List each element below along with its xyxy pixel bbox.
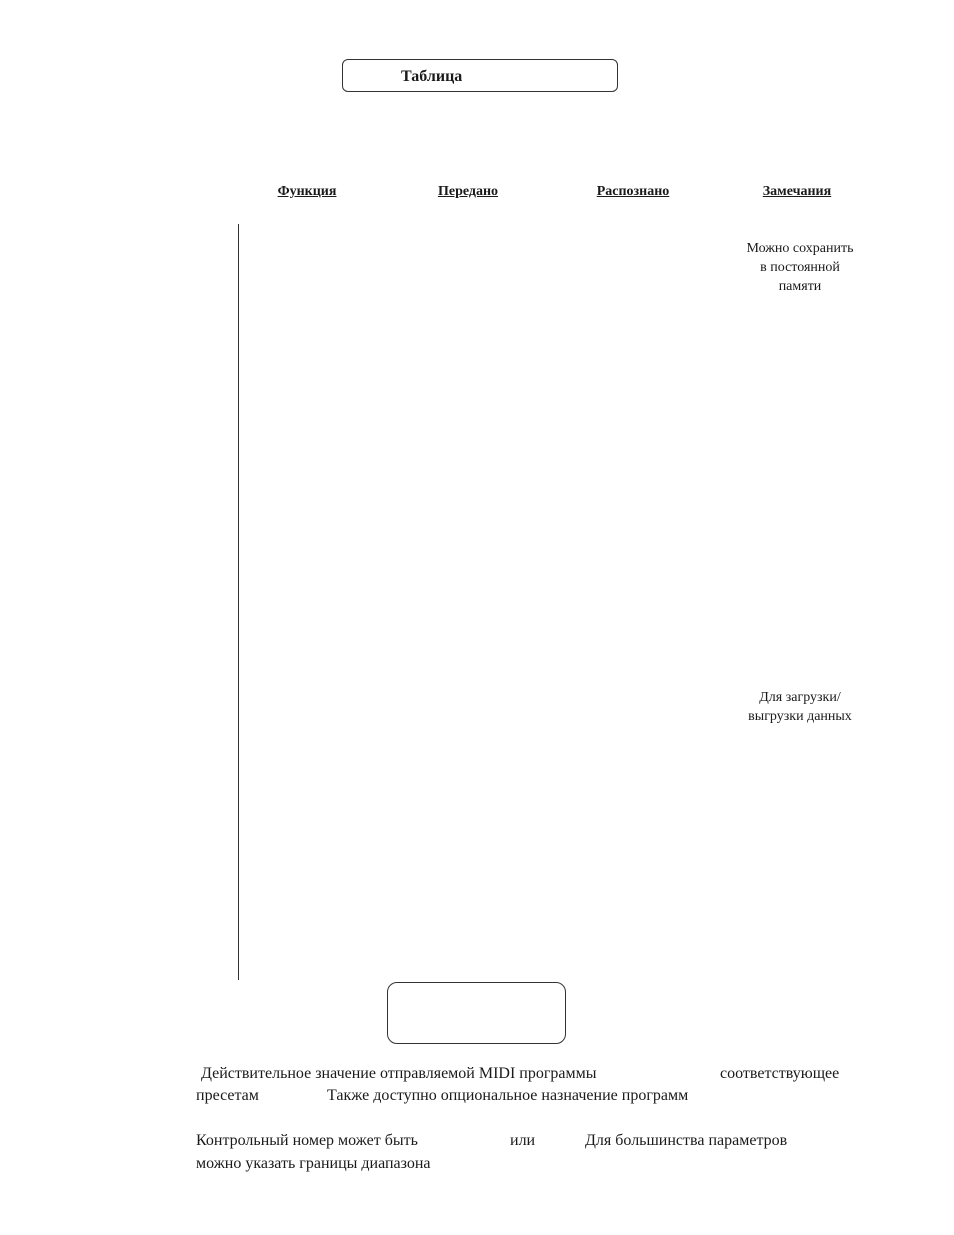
column-header-function: Функция [277, 184, 337, 199]
note1-text-4: Также доступно опциональное назначение программ [327, 1087, 689, 1104]
column-header-remarks: Замечания [762, 184, 832, 199]
note2-text-2: или [510, 1132, 536, 1149]
remark-memory-line: памяти [778, 279, 822, 294]
remark-data-transfer-line: выгрузки данных [748, 709, 852, 724]
remark-memory [728, 239, 872, 296]
remark-data-transfer [728, 688, 872, 726]
table-left-border [238, 224, 239, 980]
table-title-box [342, 59, 618, 92]
remark-memory-line: Можно сохранить [746, 241, 854, 256]
note2-text-3: Для большинства параметров [585, 1132, 788, 1149]
table-title: Таблица [401, 68, 463, 85]
note2-text-1: Контрольный номер может быть [196, 1132, 418, 1149]
bottom-frame [387, 982, 566, 1044]
column-header-transmitted: Передано [437, 184, 499, 199]
column-header-recognized: Распознано [596, 184, 670, 199]
note1-text-3: пресетам [196, 1087, 259, 1104]
note1-text-1: Действительное значение отправляемой MIDI программы [201, 1065, 597, 1082]
note2-text-4: можно указать границы диапазона [196, 1155, 431, 1172]
remark-memory-line: в постоянной [760, 260, 840, 275]
remark-data-transfer-line: Для загрузки/ [759, 690, 841, 705]
note1-text-2: соответствующее [720, 1065, 840, 1082]
